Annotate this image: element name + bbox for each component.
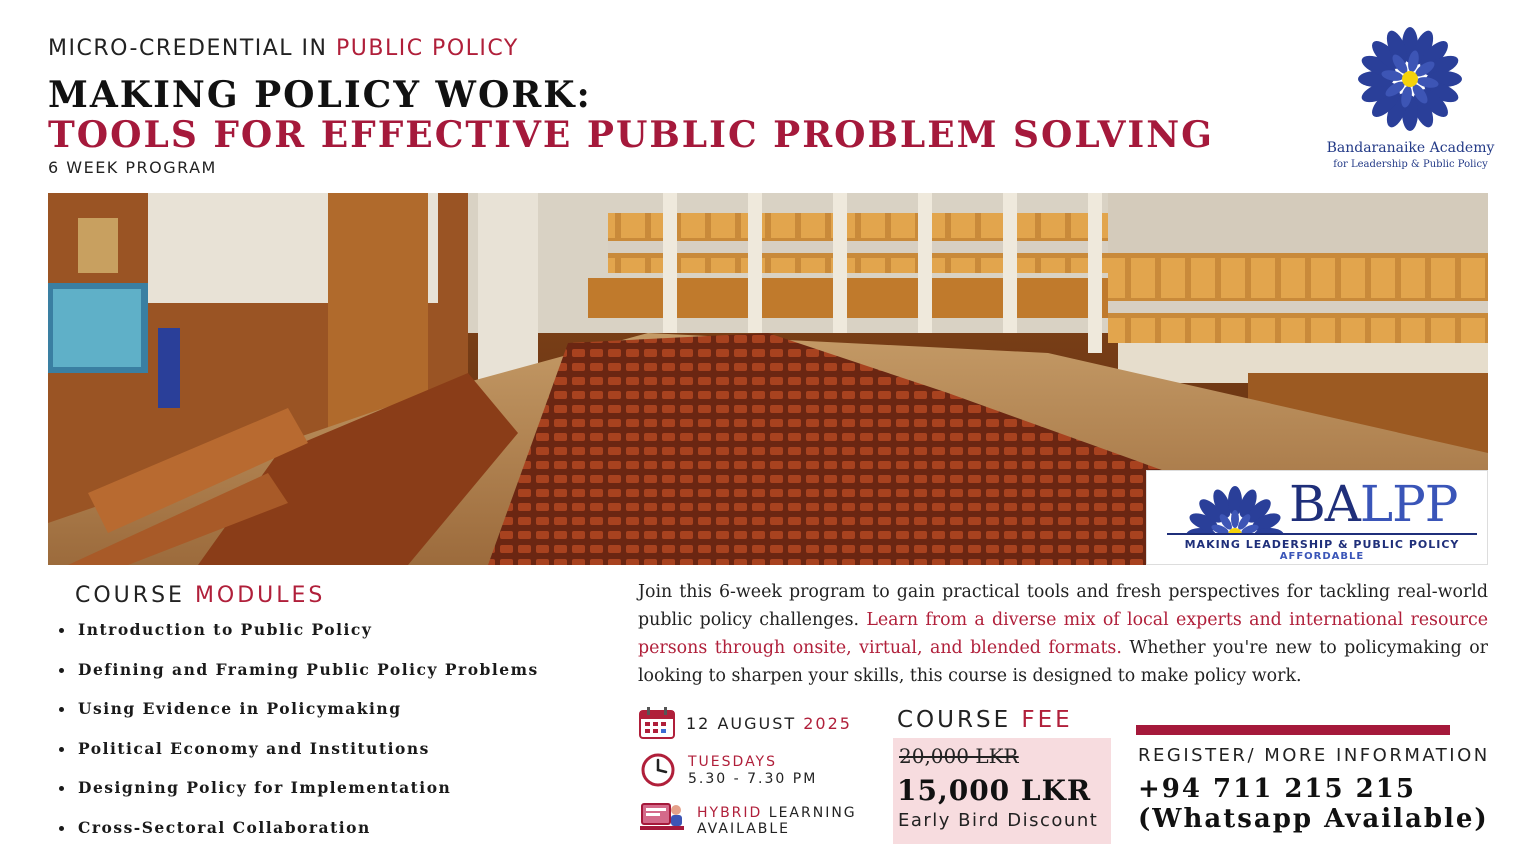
balpp-lpp: LPP	[1359, 475, 1458, 533]
phone-number[interactable]: +94 711 215 215	[1138, 774, 1416, 804]
description-part2: Whether you're new to policymaking or looking to sharpen your skills, this course is designed to make policy work.	[638, 638, 1488, 686]
description-part1: Join this 6-week program to gain practical tools and fresh perspectives for tackling real-world public policy challenges.	[638, 582, 1488, 630]
learning-mode	[697, 805, 857, 821]
fee-heading-prefix: COURSE	[897, 707, 1022, 733]
modules-heading-prefix: COURSE	[75, 583, 195, 608]
start-date-day: 12 AUGUST	[686, 714, 804, 733]
page-title-line2: TOOLS FOR EFFECTIVE PUBLIC PROBLEM SOLVING	[48, 114, 1214, 156]
hybrid-learning-icon	[640, 800, 688, 836]
register-accent-bar	[1136, 725, 1450, 735]
start-date	[686, 714, 852, 733]
modules-list	[56, 618, 596, 856]
badge-tagline: MAKING LEADERSHIP & PUBLIC POLICY	[1184, 538, 1460, 551]
list-item: Using Evidence in Policymaking	[56, 697, 596, 737]
discounted-price: 15,000 LKR	[897, 774, 1092, 807]
clock-icon	[640, 752, 676, 788]
badge-divider	[1167, 533, 1477, 535]
fee-heading-accent: FEE	[1021, 707, 1073, 733]
class-day: TUESDAYS	[688, 754, 777, 770]
modules-heading-accent: MODULES	[194, 583, 326, 608]
balpp-badge	[1146, 470, 1488, 565]
program-duration: 6 WEEK PROGRAM	[48, 158, 217, 177]
learning-mode-accent: HYBRID	[697, 805, 763, 821]
program-description	[638, 578, 1488, 690]
start-date-year: 2025	[803, 714, 852, 733]
balpp-wordmark	[1289, 475, 1457, 533]
balpp-ba: BA	[1289, 475, 1360, 533]
list-item: Designing Policy for Implementation	[56, 776, 596, 816]
learning-mode-rest: LEARNING	[762, 805, 857, 821]
modules-heading	[75, 583, 325, 608]
half-flower-icon	[1165, 473, 1305, 535]
kicker-prefix: MICRO-CREDENTIAL IN	[48, 36, 336, 61]
academy-name: Bandaranaike Academy	[1326, 140, 1495, 156]
fee-box	[893, 738, 1111, 844]
badge-tagline-affordable: AFFORDABLE	[1279, 551, 1365, 562]
learning-mode-available: AVAILABLE	[697, 821, 791, 837]
register-heading: REGISTER/ MORE INFORMATION	[1138, 745, 1490, 766]
whatsapp-note: (Whatsapp Available)	[1138, 804, 1489, 834]
page-title-line1: MAKING POLICY WORK:	[48, 74, 592, 116]
description-highlight: Learn from a diverse mix of local experts and international resource persons through onsite, virtual, and blended formats.	[638, 610, 1488, 658]
flower-logo-icon	[1318, 22, 1503, 137]
academy-tagline: for Leadership & Public Policy	[1333, 159, 1488, 170]
list-item: Cross-Sectoral Collaboration	[56, 816, 596, 856]
discount-label: Early Bird Discount	[898, 810, 1099, 831]
calendar-icon	[638, 706, 676, 740]
academy-logo	[1318, 22, 1503, 177]
fee-heading	[897, 707, 1073, 733]
list-item: Introduction to Public Policy	[56, 618, 596, 658]
kicker-accent: PUBLIC POLICY	[336, 36, 519, 61]
original-price: 20,000 LKR	[899, 744, 1019, 768]
class-time: 5.30 - 7.30 PM	[688, 771, 818, 787]
list-item: Defining and Framing Public Policy Problems	[56, 658, 596, 698]
list-item: Political Economy and Institutions	[56, 737, 596, 777]
kicker	[48, 36, 519, 61]
